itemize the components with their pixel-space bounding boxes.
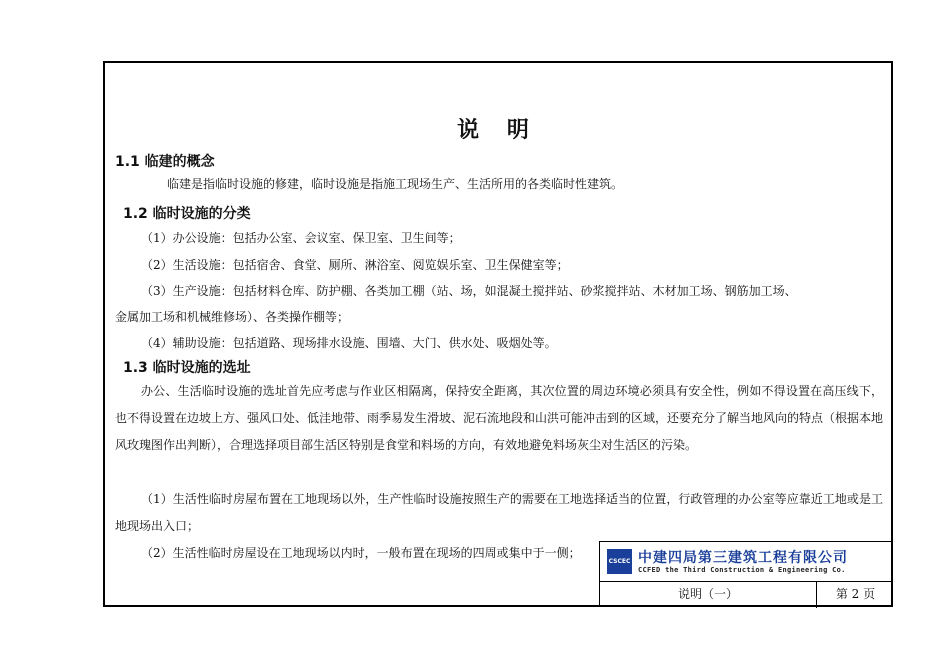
section-1-2-item: （1）办公设施：包括办公室、会议室、保卫室、卫生间等； (141, 231, 461, 245)
section-1-3-paragraph: 办公、生活临时设施的选址首先应考虑与作业区相隔离，保持安全距离，其次位置的周边环境必须具有安全性，例如不得设置在高压线下，也不得设置在边坡上方、强风口处、低洼地带、雨季易发生滑坡、泥石流地段和山洪可能冲击到的区域，还要充分了解当地风向的特点（根据本地风玫瑰图作出判断），合理选择项目部生活区特别是食堂和料场的方向，有效地避免料场灰尘对生活区的污染。 (115, 384, 884, 452)
section-heading-1-3: 1.3 临时设施的选址 (123, 360, 251, 376)
page-title: 说 明 (457, 118, 539, 143)
company-logo (607, 549, 632, 574)
logo-text: CSCEC (608, 558, 631, 565)
section-1-3-paragraph: （1）生活性临时房屋布置在工地现场以外，生产性临时设施按照生产的需要在工地选择适当的位置，行政管理的办公室等应靠近工地或是工地现场出入口； (115, 492, 883, 533)
company-name-cn: 中建四局第三建筑工程有限公司 (638, 550, 848, 566)
title-block-company (600, 542, 893, 582)
company-name-en: CCFED the Third Construction & Engineering Co. (638, 566, 846, 574)
section-heading-1-2: 1.2 临时设施的分类 (123, 206, 251, 222)
section-heading-1-1: 1.1 临建的概念 (115, 154, 215, 170)
page-number: 第 2 页 (835, 587, 876, 601)
title-block (599, 541, 893, 607)
section-1-3-paragraph: （2）生活性临时房屋设在工地现场以内时，一般布置在现场的四周或集中于一侧； (141, 546, 581, 560)
sheet-name: 说明（一） (600, 582, 817, 608)
section-1-2-item: 金属加工场和机械维修场）、各类操作棚等； (115, 310, 350, 324)
drawing-frame (103, 61, 893, 607)
section-1-2-item: （4）辅助设施：包括道路、现场排水设施、围墙、大门、供水处、吸烟处等。 (141, 336, 557, 350)
section-1-2-item: （3）生产设施：包括材料仓库、防护棚、各类加工棚（站、场，如混凝土搅拌站、砂浆搅拌站、木材加工场、钢筋加工场、 (141, 284, 797, 298)
section-1-2-item: （2）生活设施：包括宿舍、食堂、厕所、淋浴室、阅览娱乐室、卫生保健室等； (141, 258, 569, 272)
section-1-1-text: 临建是指临时设施的修建，临时设施是指施工现场生产、生活所用的各类临时性建筑。 (167, 177, 624, 191)
